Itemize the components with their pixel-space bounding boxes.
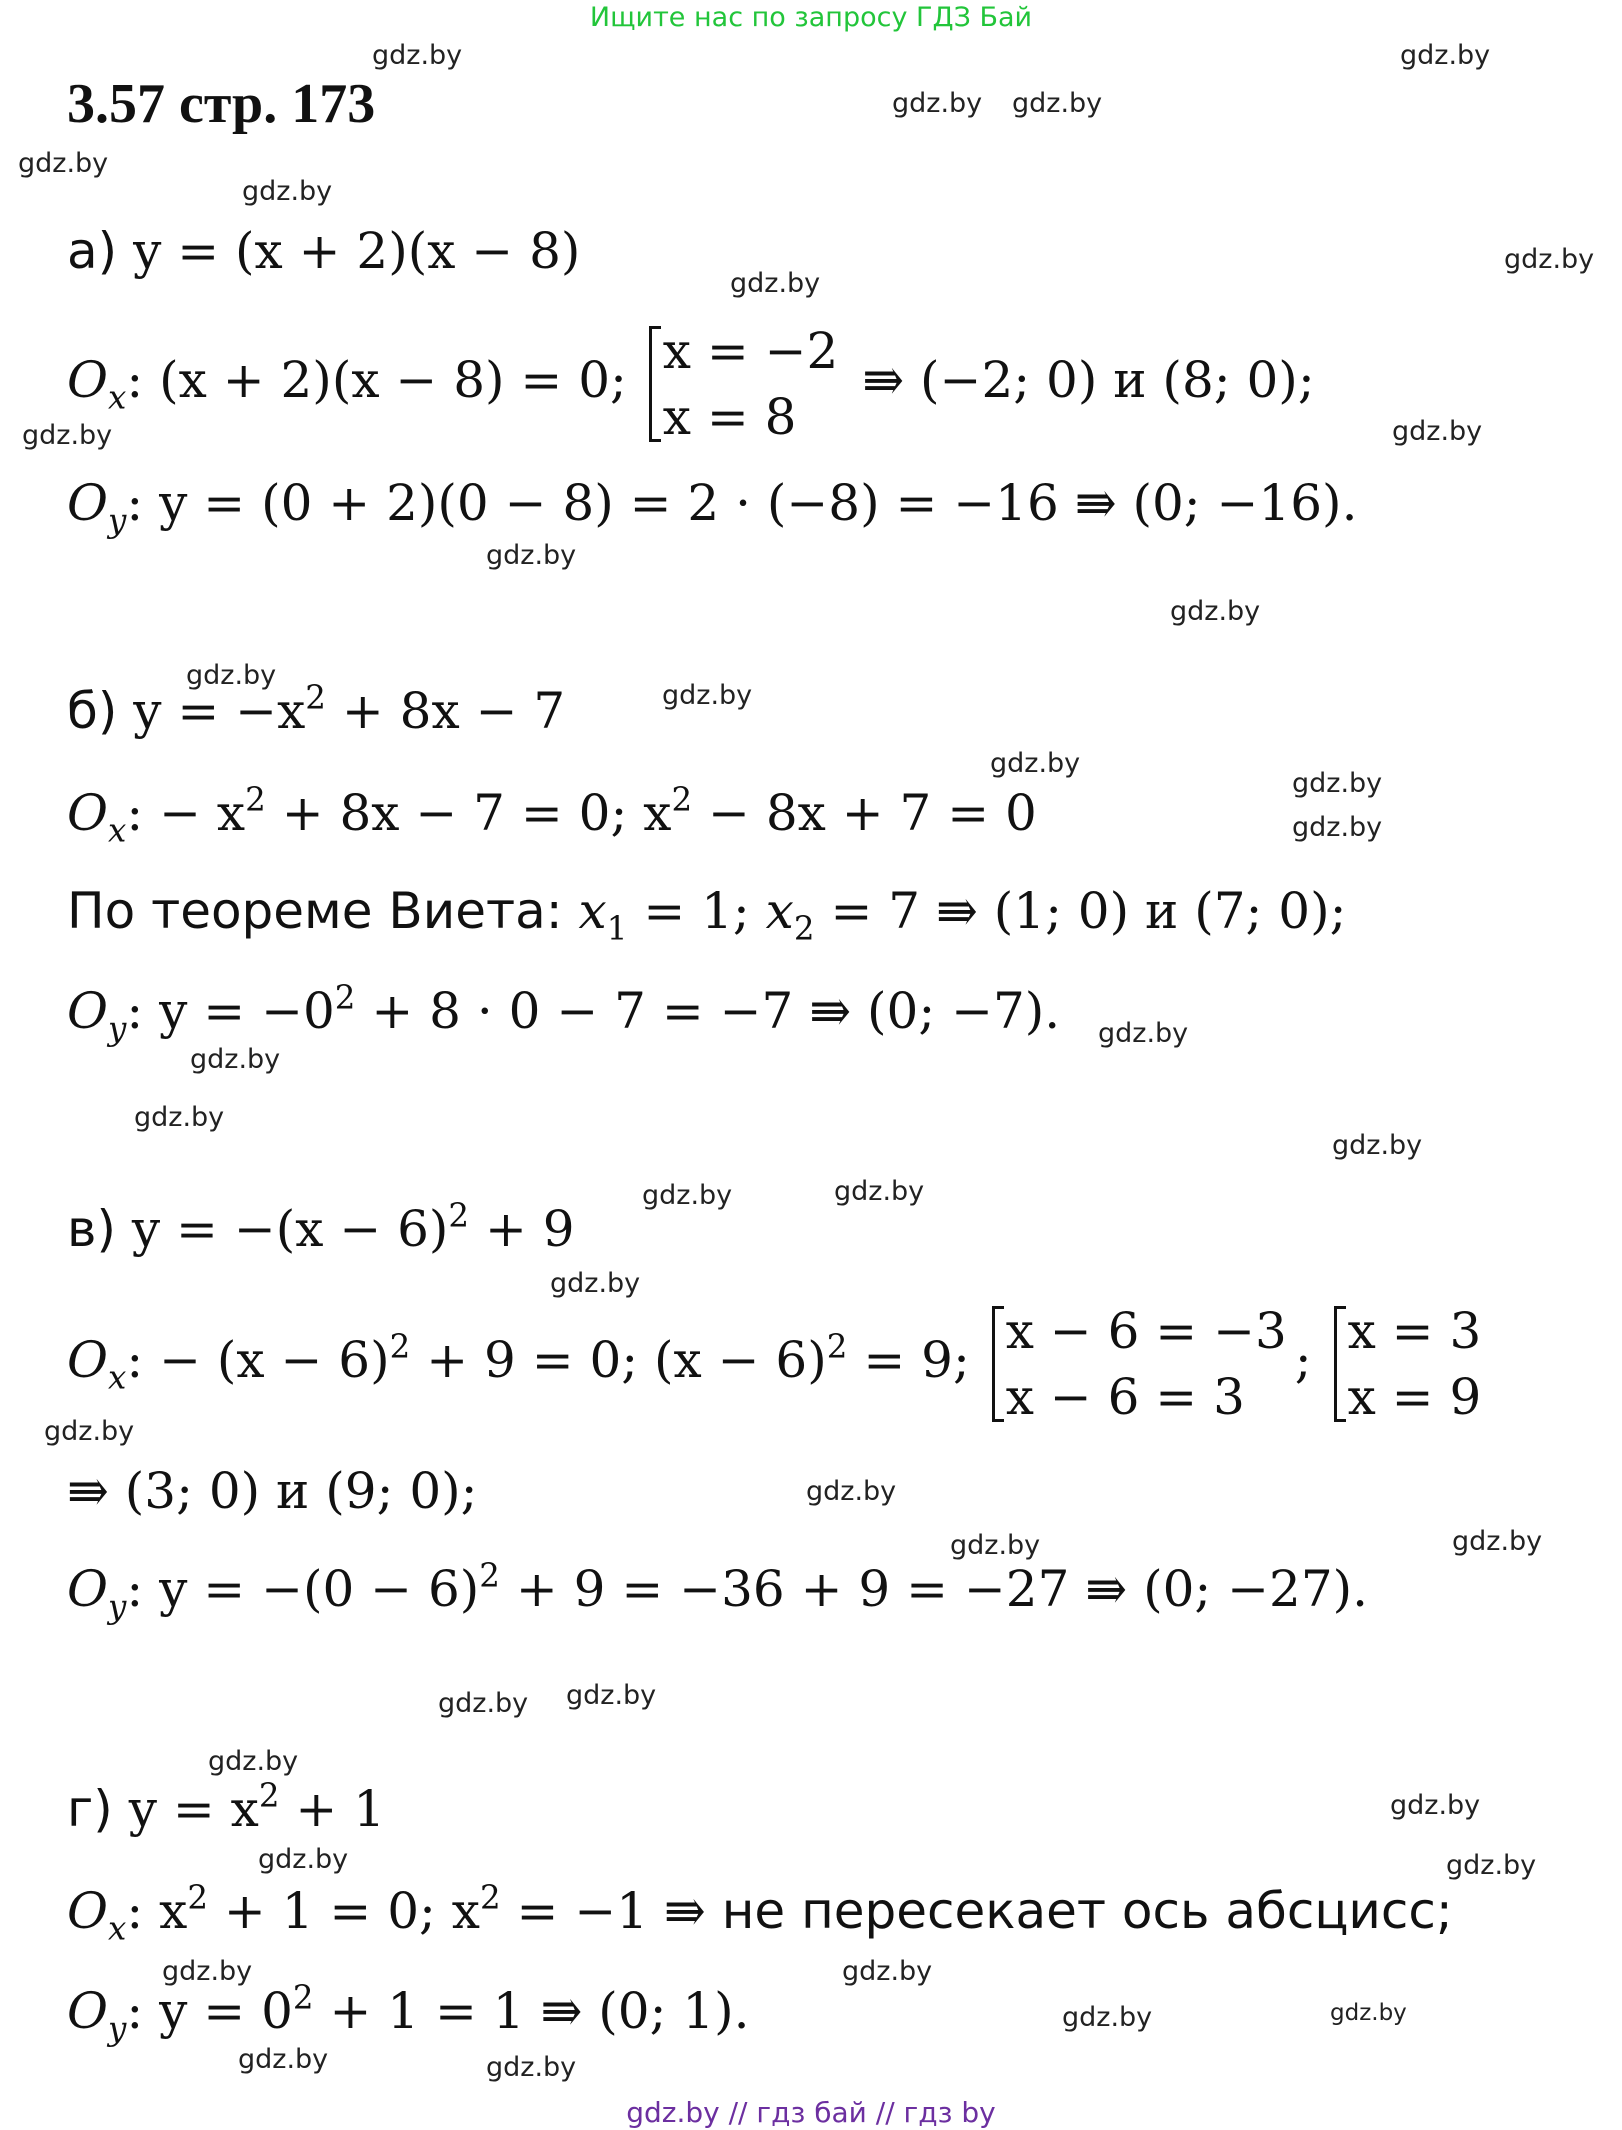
- part-b-oy: $O_y$: $y = -0^2 + 8 \cdot 0 - 7 = -7$ ⇛ (0; −7).: [67, 978, 1061, 1048]
- watermark: gdz.by: [730, 268, 821, 299]
- watermark: gdz.by: [208, 1746, 299, 1777]
- watermark: gdz.by: [1098, 1018, 1189, 1049]
- watermark: gdz.by: [1504, 244, 1595, 275]
- part-a-oy: $O_y$: y = (0 + 2)(0 − 8) = 2 · (−8) = −16 ⇛ (0; −16).: [67, 474, 1358, 540]
- watermark: gdz.by: [1400, 40, 1491, 71]
- watermark: gdz.by: [1390, 1790, 1481, 1821]
- part-v-ox: $O_x$: − $(x - 6)^2 + 9 = 0$; $(x - 6)^2 = 9$; x − 6 = −3 x − 6 = 3 ; x = 3 x = 9: [67, 1298, 1489, 1430]
- watermark: gdz.by: [1170, 596, 1261, 627]
- watermark: gdz.by: [950, 1530, 1041, 1561]
- watermark: gdz.by: [1332, 1130, 1423, 1161]
- watermark: gdz.by: [1292, 812, 1383, 843]
- part-g-ox: $O_x$: $x^2 + 1 = 0$; $x^2 = -1$ ⇛ не пересекает ось абсцисс;: [67, 1878, 1453, 1948]
- watermark: gdz.by: [990, 748, 1081, 779]
- top-banner[interactable]: Ищите нас по запросу ГДЗ Бай: [589, 2, 1033, 33]
- part-a-ox: $O_x$: (x + 2)(x − 8) = 0; x = −2 x = 8 ⇛ (−2; 0) и (8; 0);: [67, 318, 1315, 450]
- watermark: gdz.by: [18, 148, 109, 179]
- part-v-result: ⇛ (3; 0) и (9; 0);: [67, 1462, 478, 1520]
- system-bracket: x = −2 x = 8: [647, 318, 839, 450]
- watermark: gdz.by: [550, 1268, 641, 1299]
- watermark: gdz.by: [1292, 768, 1383, 799]
- system-bracket: x − 6 = −3 x − 6 = 3: [990, 1298, 1287, 1430]
- watermark: gdz.by: [834, 1176, 925, 1207]
- part-b-vieta: По теореме Виета: $x_1 = 1$; $x_2 = 7$ ⇛ (1; 0) и (7; 0);: [67, 882, 1347, 948]
- part-b-equation: б) $y = -x^2 + 8x - 7$: [67, 678, 566, 740]
- watermark: gdz.by: [1392, 416, 1483, 447]
- watermark: gdz.by: [1452, 1526, 1543, 1557]
- watermark: gdz.by: [22, 420, 113, 451]
- watermark: gdz.by: [806, 1476, 897, 1507]
- watermark: gdz.by: [1012, 88, 1103, 119]
- watermark: gdz.by: [372, 40, 463, 71]
- watermark: gdz.by: [1330, 2000, 1407, 2026]
- part-v-equation: в) $y = -(x - 6)^2 + 9$: [67, 1196, 575, 1258]
- system-bracket: x = 3 x = 9: [1332, 1298, 1482, 1430]
- watermark: gdz.by: [44, 1416, 135, 1447]
- watermark: gdz.by: [438, 1688, 529, 1719]
- part-g-equation: г) $y = x^2 + 1$: [67, 1776, 386, 1838]
- watermark: gdz.by: [162, 1956, 253, 1987]
- part-a-equation: а) y = (x + 2)(x − 8): [67, 222, 581, 280]
- watermark: gdz.by: [486, 2052, 577, 2083]
- watermark: gdz.by: [642, 1180, 733, 1211]
- part-b-ox: $O_x$: − $x^2 + 8x - 7 = 0$; $x^2 - 8x + 7 = 0$: [67, 780, 1037, 850]
- watermark: gdz.by: [486, 540, 577, 571]
- watermark: gdz.by: [566, 1680, 657, 1711]
- watermark: gdz.by: [892, 88, 983, 119]
- watermark: gdz.by: [842, 1956, 933, 1987]
- watermark: gdz.by: [1446, 1850, 1537, 1881]
- part-g-oy: $O_y$: $y = 0^2 + 1 = 1$ ⇛ (0; 1).: [67, 1978, 750, 2048]
- part-v-oy: $O_y$: $y = -(0 - 6)^2 + 9 = -36 + 9 = -27$ ⇛ (0; −27).: [67, 1556, 1369, 1626]
- page-title: 3.57 стр. 173: [67, 73, 376, 135]
- watermark: gdz.by: [238, 2044, 329, 2075]
- watermark: gdz.by: [190, 1044, 281, 1075]
- watermark: gdz.by: [258, 1844, 349, 1875]
- footer-links[interactable]: gdz.by // гдз бай // гдз by: [626, 2096, 996, 2129]
- watermark: gdz.by: [662, 680, 753, 711]
- watermark: gdz.by: [242, 176, 333, 207]
- watermark: gdz.by: [134, 1102, 225, 1133]
- watermark: gdz.by: [186, 660, 277, 691]
- watermark: gdz.by: [1062, 2002, 1153, 2033]
